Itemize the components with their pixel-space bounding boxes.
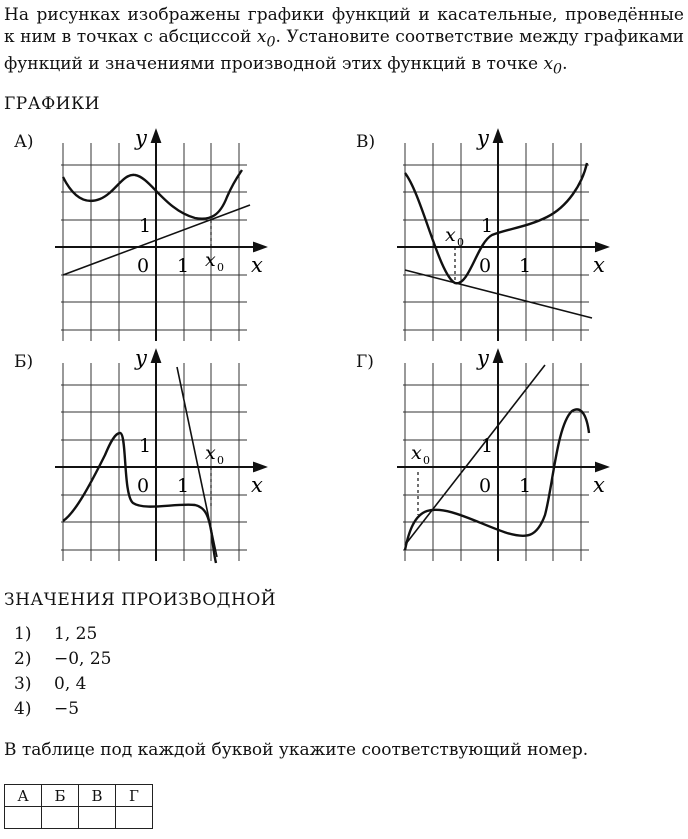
item-number: 2) xyxy=(14,649,32,669)
axis-x-label: x xyxy=(593,253,605,277)
item-number: 3) xyxy=(14,674,32,694)
item-value: −0, 25 xyxy=(54,649,112,669)
table-header-cell: А xyxy=(5,785,42,807)
tick-one-x: 1 xyxy=(177,255,190,277)
answer-cell-b[interactable] xyxy=(42,807,79,829)
tick-one-y: 1 xyxy=(139,215,152,237)
x0-point-label: x xyxy=(205,249,216,271)
list-item xyxy=(14,647,112,672)
graphs-section-title: ГРАФИКИ xyxy=(4,94,100,114)
tick-one-x: 1 xyxy=(177,475,190,497)
graph-b xyxy=(55,345,270,567)
x0-point-sub: 0 xyxy=(457,236,464,249)
x0-point-sub: 0 xyxy=(217,261,224,274)
table-header-cell: Г xyxy=(116,785,153,807)
item-value: −5 xyxy=(54,699,80,719)
answer-cell-a[interactable] xyxy=(5,807,42,829)
answer-cell-v[interactable] xyxy=(79,807,116,829)
axis-x-label: x xyxy=(593,473,605,497)
grid xyxy=(403,363,589,561)
table-header-row xyxy=(5,785,153,807)
origin-label: 0 xyxy=(137,475,150,497)
function-curve xyxy=(63,170,242,219)
tick-one-y: 1 xyxy=(139,435,152,457)
instruction-text: В таблице под каждой буквой укажите соответствующий номер. xyxy=(4,740,589,760)
origin-label: 0 xyxy=(479,255,492,277)
tick-one-y: 1 xyxy=(481,435,494,457)
problem-text-middle: . Установите соответствие между графиками функций и значениями производной этих функций в точке xyxy=(4,27,684,75)
table-row xyxy=(5,807,153,829)
origin-label: 0 xyxy=(137,255,150,277)
tick-one-x: 1 xyxy=(519,255,532,277)
x0-point-label: x xyxy=(445,224,456,246)
tick-one-x: 1 xyxy=(519,475,532,497)
x0-symbol: $x_0$ xyxy=(256,27,276,51)
item-number: 4) xyxy=(14,699,32,719)
x0-point-sub: 0 xyxy=(217,454,224,467)
graph-v xyxy=(397,125,612,347)
axes xyxy=(55,351,265,561)
item-value: 1, 25 xyxy=(54,624,98,644)
tick-one-y: 1 xyxy=(481,215,494,237)
grid xyxy=(61,143,247,341)
x0-point-sub: 0 xyxy=(423,454,430,467)
item-number: 1) xyxy=(14,624,32,644)
axis-y-label: y xyxy=(135,126,147,150)
axis-x-label: x xyxy=(251,253,263,277)
answer-cell-g[interactable] xyxy=(116,807,153,829)
graph-v-label: В) xyxy=(356,132,376,152)
axis-x-label: x xyxy=(251,473,263,497)
graph-a xyxy=(55,125,270,347)
graph-a-label: А) xyxy=(14,132,34,152)
origin-label: 0 xyxy=(479,475,492,497)
table-header-cell: В xyxy=(79,785,116,807)
x0-point-label: x xyxy=(411,442,422,464)
item-value: 0, 4 xyxy=(54,674,87,694)
x0-point-label: x xyxy=(205,442,216,464)
derivative-values-list xyxy=(14,622,112,722)
list-item xyxy=(14,672,112,697)
graph-b-label: Б) xyxy=(14,352,34,372)
problem-text-before: На рисунках изображены графики функций и касательные, проведённые к ним в точках с абсциссой xyxy=(4,5,684,47)
table-header-cell: Б xyxy=(42,785,79,807)
axis-y-label: y xyxy=(135,346,147,370)
problem-text-end: . xyxy=(562,54,568,75)
graph-g-label: Г) xyxy=(356,352,374,372)
graph-g xyxy=(397,345,612,567)
function-curve xyxy=(405,163,587,283)
list-item xyxy=(14,697,112,722)
grid xyxy=(403,143,589,341)
x0-symbol-2: $x_0$ xyxy=(543,54,563,78)
list-item xyxy=(14,622,112,647)
values-section-title: ЗНАЧЕНИЯ ПРОИЗВОДНОЙ xyxy=(4,590,277,610)
problem-statement xyxy=(4,4,684,81)
answer-table xyxy=(4,784,153,829)
axis-y-label: y xyxy=(477,126,489,150)
axes xyxy=(397,131,607,341)
axis-y-label: y xyxy=(477,346,489,370)
axes xyxy=(55,131,265,341)
